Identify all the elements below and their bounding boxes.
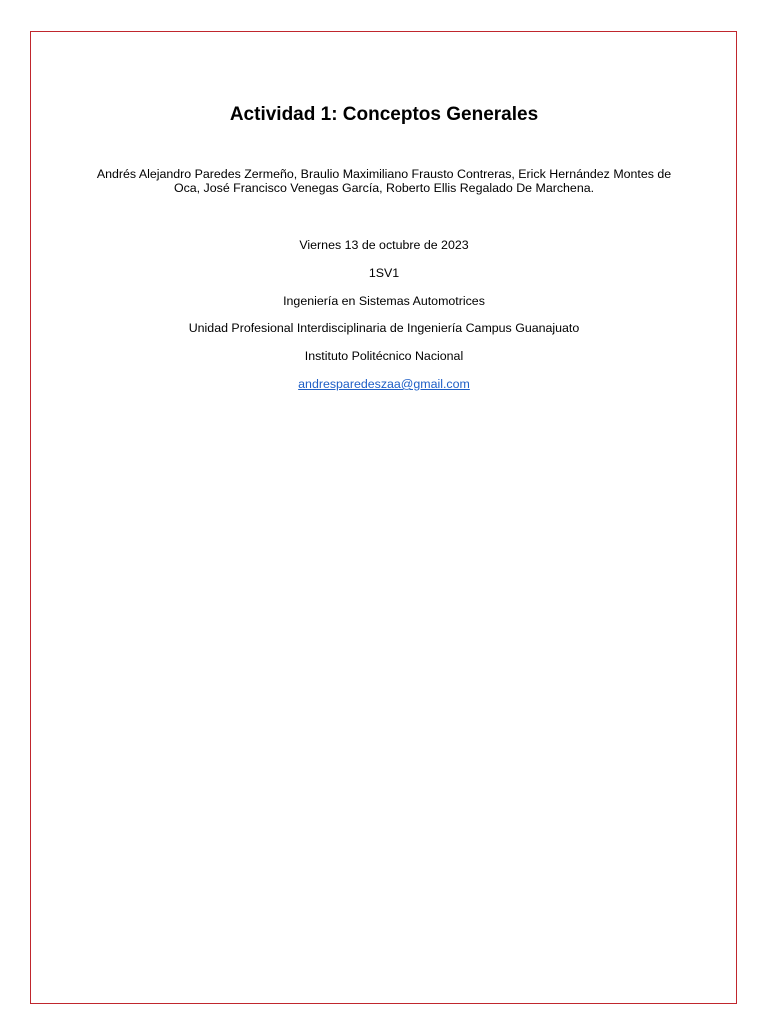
authors-list: Andrés Alejandro Paredes Zermeño, Braulio Maximiliano Frausto Contreras, Erick Hernández Montes de Oca, José Francisco Venegas García, Roberto Ellis Regalado De Marchena.	[96, 167, 672, 195]
program-name: Ingeniería en Sistemas Automotrices	[283, 294, 485, 308]
group-code: 1SV1	[368, 266, 400, 280]
institution-name: Instituto Politécnico Nacional	[304, 349, 464, 363]
email-line	[0, 376, 768, 392]
unit-name: Unidad Profesional Interdisciplinaria de Ingeniería Campus Guanajuato	[188, 321, 580, 335]
document-date: Viernes 13 de octubre de 2023	[299, 238, 469, 252]
document-title: Actividad 1: Conceptos Generales	[229, 104, 539, 125]
email-link[interactable]: andresparedeszaa@gmail.com	[298, 377, 470, 391]
